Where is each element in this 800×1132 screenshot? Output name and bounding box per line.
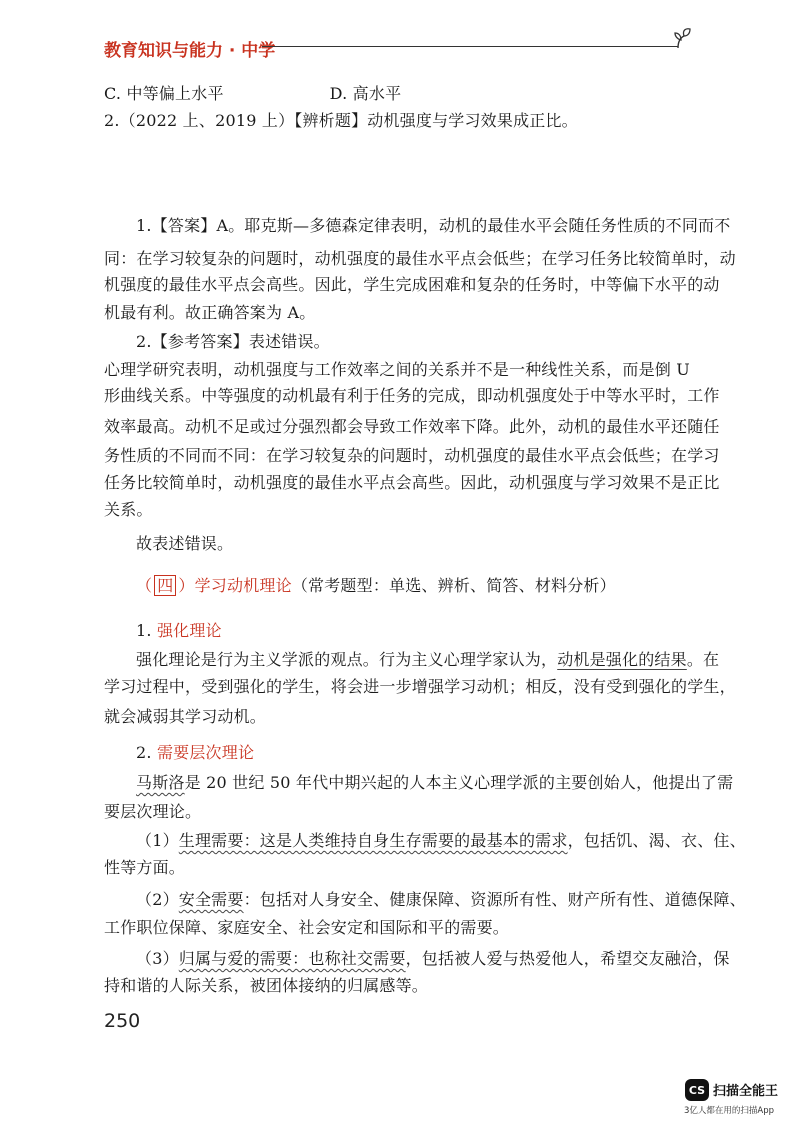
answer-2-conclusion: 故表述错误。	[136, 534, 234, 553]
needs-intro-text: 是 20 世纪 50 年代中期兴起的人本主义心理学派的主要创始人，他提出了需	[184, 773, 734, 792]
answer-2-line: 形曲线关系。中等强度的动机最有利于任务的完成，即动机强度处于中等水平时，工作	[104, 386, 720, 405]
need-item-highlight: 安全需要	[178, 890, 244, 909]
needs-heading-text: 需要层次理论	[156, 743, 255, 762]
needs-heading-number: 2.	[136, 743, 157, 762]
reinforcement-line: 就会减弱其学习动机。	[104, 707, 267, 726]
option-c: C. 中等偏上水平	[104, 84, 224, 103]
question-2: 2.（2022 上、2019 上）【辨析题】动机强度与学习效果成正比。	[104, 111, 578, 130]
section-number: 四	[154, 575, 176, 596]
camscanner-logo-icon: CS	[685, 1079, 709, 1101]
need-item-text: ，包括饥、渴、衣、住、	[567, 831, 746, 850]
answer-1-line: 机最有利。故正确答案为 A。	[104, 303, 316, 322]
reinforcement-heading-text: 强化理论	[156, 621, 222, 640]
need-item-number: （1）	[136, 831, 179, 850]
reinforcement-highlight: 动机是强化的结果	[557, 650, 687, 669]
answer-1-line: 1.【答案】A。耶克斯—多德森定律表明，动机的最佳水平会随任务性质的不同而不	[136, 216, 731, 235]
answer-2-line: 效率最高。动机不足或过分强烈都会导致工作效率下降。此外，动机的最佳水平还随任	[104, 417, 720, 436]
answer-2-line: 心理学研究表明，动机强度与工作效率之间的关系并不是一种线性关系，而是倒 U	[104, 360, 690, 379]
need-item-text: ，包括被人爱与热爱他人，希望交友融洽，保	[405, 949, 730, 968]
need-item-highlight: 生理需要：这是人类维持自身生存需要的最基本的需求	[178, 831, 568, 850]
need-item-1-cont: 性等方面。	[104, 858, 186, 877]
need-item-2-cont: 工作职位保障、家庭安全、社会安定和国际和平的需要。	[104, 918, 510, 937]
need-item-number: （2）	[136, 890, 179, 909]
section-heading	[136, 569, 700, 602]
reinforcement-line: 学习过程中，受到强化的学生，将会进一步增强学习动机；相反，没有受到强化的学生，	[104, 677, 736, 696]
reinforcement-heading-number: 1.	[136, 621, 157, 640]
option-d: D. 高水平	[329, 84, 402, 103]
answer-2-line: 关系。	[104, 500, 153, 519]
section-title: 学习动机理论	[194, 576, 292, 595]
reinforcement-text: 强化理论是行为主义学派的观点。行为主义心理学家认为，	[136, 650, 558, 669]
need-item-number: （3）	[136, 949, 179, 968]
needs-intro-line: 要层次理论。	[104, 802, 202, 821]
answer-2-heading: 2.【参考答案】表述错误。	[136, 332, 330, 351]
section-paren-close: ）	[178, 576, 195, 595]
answer-1-line: 机强度的最佳水平点会高些。因此，学生完成困难和复杂的任务时，中等偏下水平的动	[104, 275, 720, 294]
section-question-types: （常考题型：单选、辨析、简答、材料分析）	[291, 576, 616, 595]
need-item-highlight: 归属与爱的需要：也称社交需要	[178, 949, 406, 968]
header-divider	[262, 46, 678, 47]
answer-2-line: 任务比较简单时，动机强度的最佳水平点会高些。因此，动机强度与学习效果不是正比	[104, 473, 720, 492]
sprout-icon	[672, 26, 696, 50]
section-paren-open: （	[136, 576, 153, 595]
page-number: 250	[104, 1010, 141, 1032]
watermark-tagline: 3亿人都在用的扫描App	[684, 1106, 775, 1116]
need-item-text: ：包括对人身安全、健康保障、资源所有性、财产所有性、道德保障、	[243, 890, 746, 909]
answer-2-line: 务性质的不同而不同：在学习较复杂的问题时，动机强度的最佳水平点会低些；在学习	[104, 446, 720, 465]
need-item-3-cont: 持和谐的人际关系，被团体接纳的归属感等。	[104, 976, 429, 995]
maslow-name: 马斯洛	[136, 773, 185, 792]
watermark-name: 扫描全能王	[713, 1084, 779, 1099]
answer-1-line: 同：在学习较复杂的问题时，动机强度的最佳水平点会低些；在学习任务比较简单时，动	[104, 249, 736, 268]
reinforcement-text: 。在	[686, 650, 720, 669]
needs-heading	[136, 736, 700, 769]
header-title: 教育知识与能力 · 中学	[104, 41, 276, 61]
